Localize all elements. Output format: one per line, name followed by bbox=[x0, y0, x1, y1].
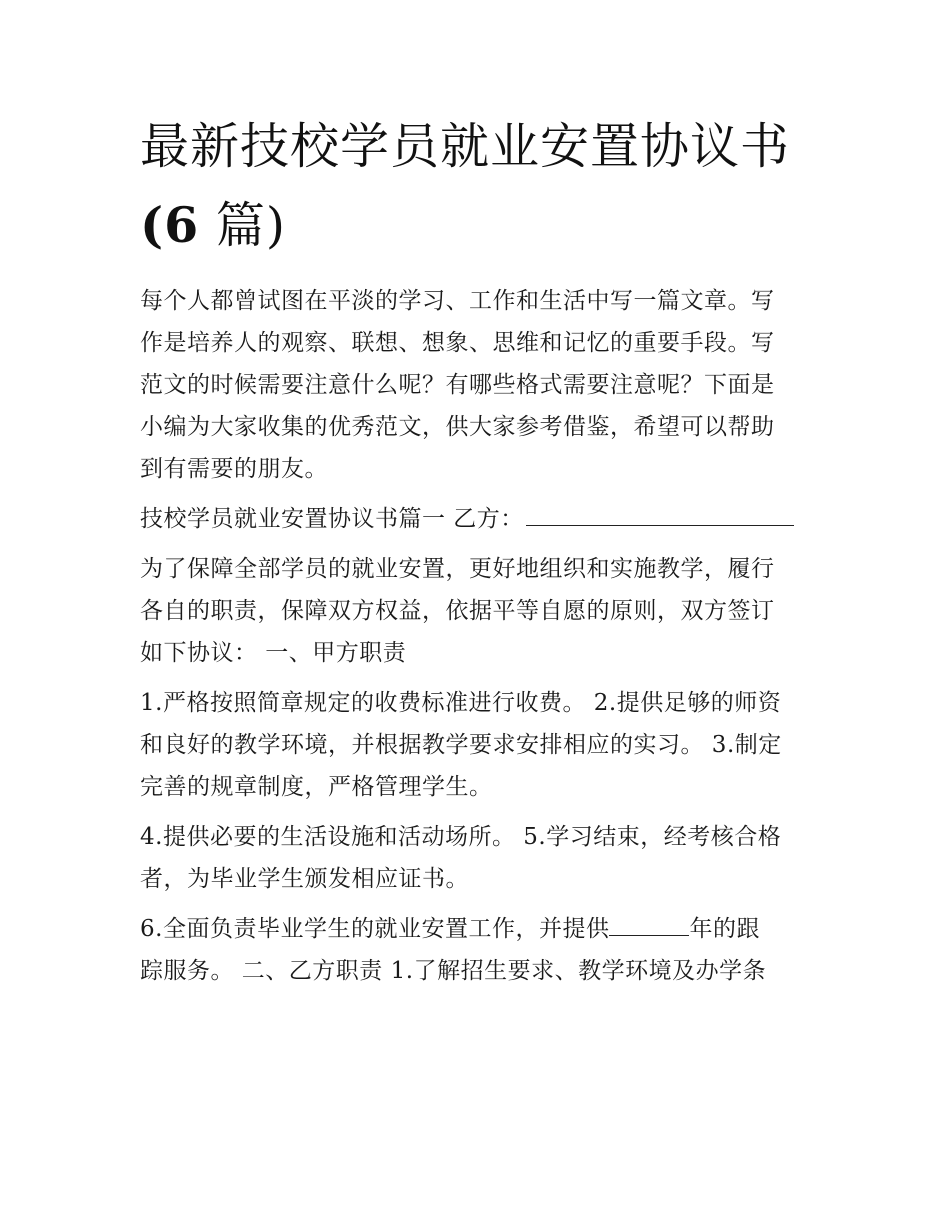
text-line: 每个人都曾试图在平淡的学习、工作和生活中写一篇文章。写 bbox=[140, 288, 775, 314]
text-line: 为了保障全部学员的就业安置，更好地组织和实施教学，履行 bbox=[140, 556, 775, 582]
service-term-prefix: 6.全面负责毕业学生的就业安置工作，并提供 bbox=[140, 916, 610, 942]
text-line: 者，为毕业学生颁发相应证书。 bbox=[140, 866, 469, 892]
text-line: 各自的职责，保障双方权益，依据平等自愿的原则，双方签订 bbox=[140, 598, 775, 624]
service-term-suffix: 年的跟 bbox=[689, 916, 760, 942]
purpose-paragraph bbox=[140, 548, 815, 674]
text-line: 范文的时候需要注意什么呢？有哪些格式需要注意呢？下面是 bbox=[140, 372, 775, 398]
duties-a-paragraph bbox=[140, 682, 815, 808]
title-count: (6 bbox=[140, 196, 200, 254]
text-line: 踪服务。 二、乙方职责 1.了解招生要求、教学环境及办学条 bbox=[140, 958, 767, 984]
text-line: 4.提供必要的生活设施和活动场所。 5.学习结束，经考核合格 bbox=[140, 824, 782, 850]
title-suffix: 篇) bbox=[199, 197, 286, 254]
duties-b-paragraph bbox=[140, 816, 815, 900]
text-line: 小编为大家收集的优秀范文，供大家参考借鉴，希望可以帮助 bbox=[140, 414, 775, 440]
text-line: 完善的规章制度，严格管理学生。 bbox=[140, 774, 493, 800]
title-line-1: 最新技校学员就业安置协议书 bbox=[140, 118, 791, 175]
service-years-blank bbox=[609, 913, 689, 936]
document-body bbox=[140, 280, 815, 992]
text-line bbox=[140, 908, 815, 950]
article-heading bbox=[140, 498, 815, 540]
text-line: 如下协议： 一、甲方职责 bbox=[140, 640, 407, 666]
document-title bbox=[140, 108, 830, 265]
text-line: 作是培养人的观察、联想、想象、思维和记忆的重要手段。写 bbox=[140, 330, 775, 356]
text-line: 1.严格按照简章规定的收费标准进行收费。 2.提供足够的师资 bbox=[140, 690, 782, 716]
intro-paragraph bbox=[140, 280, 815, 490]
duties-c-paragraph bbox=[140, 908, 815, 992]
text-line: 到有需要的朋友。 bbox=[140, 456, 328, 482]
party-b-blank bbox=[526, 503, 794, 526]
text-line: 和良好的教学环境，并根据教学要求安排相应的实习。 3.制定 bbox=[140, 732, 782, 758]
article-heading-text: 技校学员就业安置协议书篇一 乙方： bbox=[140, 506, 524, 532]
